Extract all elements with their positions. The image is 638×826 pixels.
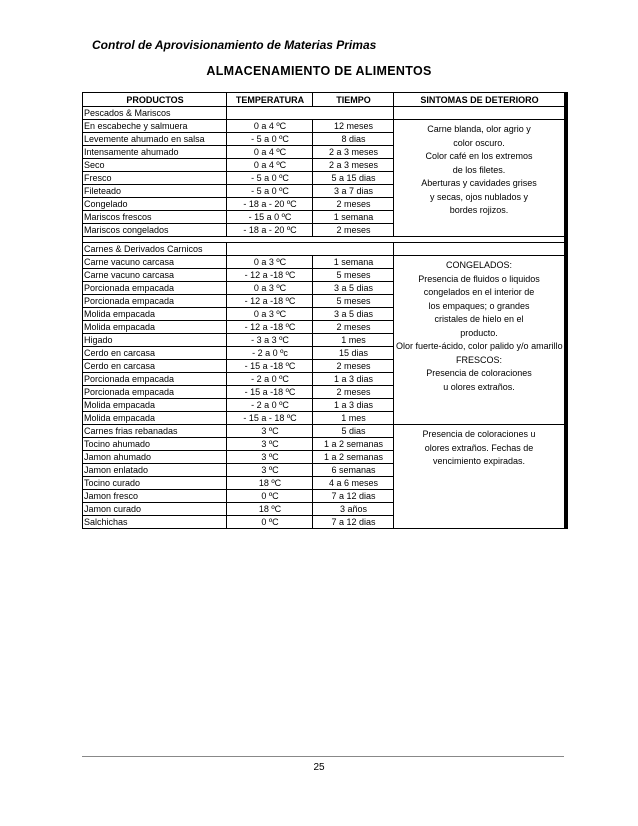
time-cell: 1 mes	[313, 334, 394, 347]
time-cell: 15 dias	[313, 347, 394, 360]
table-row	[83, 425, 565, 438]
temperature-cell: - 15 a - 18 ºC	[227, 412, 313, 425]
storage-table-wrapper	[82, 92, 568, 529]
product-cell: Tocino ahumado	[83, 438, 227, 451]
col-header-temperatura: TEMPERATURA	[227, 93, 313, 107]
temperature-cell: - 5 a 0 ºC	[227, 185, 313, 198]
temperature-cell: 0 a 4 ºC	[227, 120, 313, 133]
section-spacer	[227, 107, 394, 120]
time-cell: 5 meses	[313, 269, 394, 282]
running-header: Control de Aprovisionamiento de Materias Primas	[92, 38, 377, 52]
temperature-cell: - 12 a -18 ºC	[227, 295, 313, 308]
time-cell: 3 años	[313, 503, 394, 516]
product-cell: Salchichas	[83, 516, 227, 529]
time-cell: 1 a 3 dias	[313, 373, 394, 386]
time-cell: 2 meses	[313, 198, 394, 211]
product-cell: Molida empacada	[83, 308, 227, 321]
footer-rule	[82, 756, 564, 757]
symptom-line: color oscuro.	[453, 137, 505, 148]
product-cell: Tocino curado	[83, 477, 227, 490]
table-header-row	[83, 93, 565, 107]
product-cell: Higado	[83, 334, 227, 347]
product-cell: Intensamente ahumado	[83, 146, 227, 159]
time-cell: 8 dias	[313, 133, 394, 146]
time-cell: 3 a 5 dias	[313, 282, 394, 295]
time-cell: 2 a 3 meses	[313, 159, 394, 172]
symptom-line: u olores extraños.	[443, 381, 515, 392]
product-cell: Mariscos congelados	[83, 224, 227, 237]
symptom-line: Presencia de coloraciones	[426, 368, 532, 378]
time-cell: 1 semana	[313, 256, 394, 269]
product-cell: Mariscos frescos	[83, 211, 227, 224]
time-cell: 5 meses	[313, 295, 394, 308]
product-cell: Carne vacuno carcasa	[83, 256, 227, 269]
section-row	[83, 107, 565, 120]
time-cell: 2 meses	[313, 224, 394, 237]
temperature-cell: - 18 a - 20 ºC	[227, 198, 313, 211]
temperature-cell: 0 a 3 ºC	[227, 308, 313, 321]
temperature-cell: - 18 a - 20 ºC	[227, 224, 313, 237]
product-cell: Jamon curado	[83, 503, 227, 516]
product-cell: Jamon enlatado	[83, 464, 227, 477]
symptom-line: de los filetes.	[452, 164, 506, 175]
time-cell: 7 a 12 dias	[313, 516, 394, 529]
symptom-line: bordes rojizos.	[449, 205, 509, 215]
temperature-cell: 18 ºC	[227, 477, 313, 490]
time-cell: 2 meses	[313, 360, 394, 373]
temperature-cell: - 5 a 0 ºC	[227, 172, 313, 185]
symptom-line: cristales de hielo en el	[434, 314, 524, 324]
symptom-line: Olor fuerte-ácido, color palido y/o amarillo	[396, 341, 563, 351]
product-cell: Jamon ahumado	[83, 451, 227, 464]
table-body	[83, 107, 565, 529]
time-cell: 2 meses	[313, 386, 394, 399]
time-cell: 4 a 6 meses	[313, 477, 394, 490]
product-cell: Cerdo en carcasa	[83, 360, 227, 373]
col-header-tiempo: TIEMPO	[313, 93, 394, 107]
symptom-line: Presencia de fluidos o liquidos	[418, 273, 540, 284]
symptoms-cell	[394, 256, 565, 425]
table-row	[83, 120, 565, 133]
product-cell: Porcionada empacada	[83, 373, 227, 386]
symptom-line: Color café en los extremos	[425, 151, 533, 161]
temperature-cell: - 15 a 0 ºC	[227, 211, 313, 224]
section-spacer	[227, 243, 394, 256]
time-cell: 6 semanas	[313, 464, 394, 477]
product-cell: Congelado	[83, 198, 227, 211]
symptom-line: CONGELADOS:	[445, 260, 512, 270]
temperature-cell: - 15 a -18 ºC	[227, 360, 313, 373]
product-cell: Molida empacada	[83, 399, 227, 412]
section-spacer	[394, 243, 565, 256]
temperature-cell: 18 ºC	[227, 503, 313, 516]
time-cell: 12 meses	[313, 120, 394, 133]
symptom-line: vencimiento expiradas.	[432, 456, 526, 466]
temperature-cell: - 5 a 0 ºC	[227, 133, 313, 146]
symptom-line: Aberturas y cavidades grises	[421, 178, 537, 188]
temperature-cell: - 15 a -18 ºC	[227, 386, 313, 399]
time-cell: 7 a 12 dias	[313, 490, 394, 503]
time-cell: 5 a 15 dias	[313, 172, 394, 185]
page-number: 25	[313, 762, 325, 773]
temperature-cell: 0 a 3 ºC	[227, 256, 313, 269]
section-label: Carnes & Derivados Carnicos	[83, 243, 227, 256]
section-row	[83, 243, 565, 256]
section-label: Pescados & Mariscos	[83, 107, 227, 120]
product-cell: Fresco	[83, 172, 227, 185]
time-cell: 1 mes	[313, 412, 394, 425]
temperature-cell: 0 a 3 ºC	[227, 282, 313, 295]
temperature-cell: - 12 a -18 ºC	[227, 321, 313, 334]
product-cell: Molida empacada	[83, 321, 227, 334]
symptom-line: los empaques; o grandes	[428, 300, 530, 311]
time-cell: 2 meses	[313, 321, 394, 334]
temperature-cell: 0 a 4 ºC	[227, 146, 313, 159]
symptom-line: y secas, ojos nublados y	[429, 191, 529, 202]
temperature-cell: 3 ºC	[227, 464, 313, 477]
symptom-line: Presencia de coloraciones u	[422, 429, 536, 439]
col-header-productos: PRODUCTOS	[83, 93, 227, 107]
section-spacer	[394, 107, 565, 120]
temperature-cell: 3 ºC	[227, 451, 313, 464]
table-row	[83, 256, 565, 269]
time-cell: 1 a 2 semanas	[313, 451, 394, 464]
time-cell: 3 a 5 dias	[313, 308, 394, 321]
product-cell: Molida empacada	[83, 412, 227, 425]
symptom-line: Carne blanda, olor agrio y	[427, 124, 531, 134]
temperature-cell: 3 ºC	[227, 425, 313, 438]
product-cell: Fileteado	[83, 185, 227, 198]
time-cell: 5 dias	[313, 425, 394, 438]
temperature-cell: 0 a 4 ºC	[227, 159, 313, 172]
product-cell: Levemente ahumado en salsa	[83, 133, 227, 146]
product-cell: Cerdo en carcasa	[83, 347, 227, 360]
symptom-line: FRESCOS:	[455, 354, 502, 365]
time-cell: 1 a 2 semanas	[313, 438, 394, 451]
symptom-line: olores extraños. Fechas de	[424, 442, 534, 453]
product-cell: Seco	[83, 159, 227, 172]
symptoms-cell	[394, 425, 565, 529]
product-cell: En escabeche y salmuera	[83, 120, 227, 133]
product-cell: Jamon fresco	[83, 490, 227, 503]
product-cell: Porcionada empacada	[83, 295, 227, 308]
col-header-sintomas: SINTOMAS DE DETERIORO	[394, 93, 565, 107]
product-cell: Porcionada empacada	[83, 282, 227, 295]
temperature-cell: - 12 a -18 ºC	[227, 269, 313, 282]
temperature-cell: 0 ºC	[227, 516, 313, 529]
time-cell: 1 a 3 dias	[313, 399, 394, 412]
product-cell: Carne vacuno carcasa	[83, 269, 227, 282]
temperature-cell: - 2 a 0 ºc	[227, 347, 313, 360]
temperature-cell: 0 ºC	[227, 490, 313, 503]
time-cell: 1 semana	[313, 211, 394, 224]
product-cell: Carnes frias rebanadas	[83, 425, 227, 438]
storage-table	[82, 92, 565, 529]
time-cell: 3 a 7 dias	[313, 185, 394, 198]
product-cell: Porcionada empacada	[83, 386, 227, 399]
document-title: ALMACENAMIENTO DE ALIMENTOS	[206, 64, 432, 78]
temperature-cell: - 2 a 0 ºC	[227, 399, 313, 412]
temperature-cell: - 2 a 0 ºC	[227, 373, 313, 386]
temperature-cell: - 3 a 3 ºC	[227, 334, 313, 347]
symptom-line: congelados en el interior de	[423, 287, 535, 297]
symptom-line: producto.	[460, 327, 498, 338]
time-cell: 2 a 3 meses	[313, 146, 394, 159]
symptoms-cell	[394, 120, 565, 237]
temperature-cell: 3 ºC	[227, 438, 313, 451]
